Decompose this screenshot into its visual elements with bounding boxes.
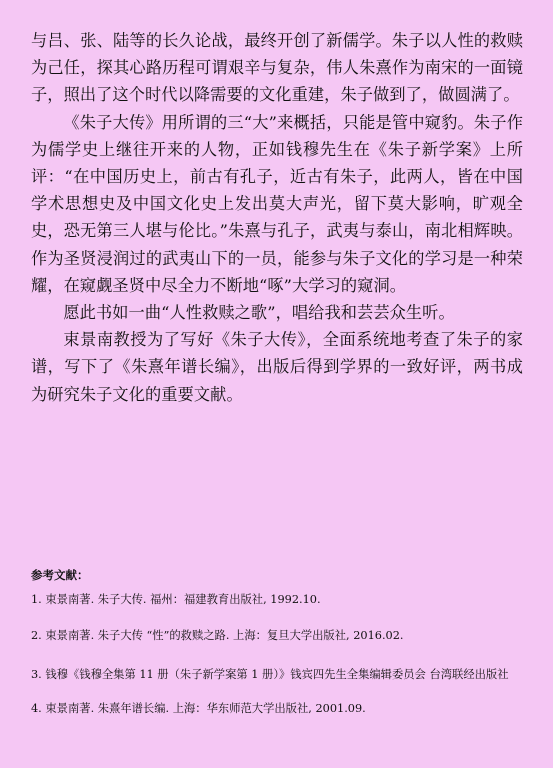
references-list	[31, 588, 523, 721]
reference-number: 2.	[31, 629, 42, 642]
article-body	[31, 27, 523, 408]
reference-text: 束景南著. 朱子大传. 福州：福建教育出版社, 1992.10.	[45, 593, 321, 606]
references-heading: 参考文献：	[31, 568, 89, 582]
reference-item	[31, 660, 523, 689]
reference-text: 束景南著. 朱子大传 “性”的救赎之路. 上海：复旦大学出版社, 2016.02.	[45, 629, 404, 642]
reference-item	[31, 624, 523, 648]
reference-number: 1.	[31, 593, 42, 606]
paragraph-4: 束景南教授为了写好《朱子大传》，全面系统地考查了朱子的家谱，写下了《朱熹年谱长编》，出版后得到学界的一致好评，两书成为研究朱子文化的重要文献。	[31, 330, 523, 404]
references-section	[31, 566, 523, 733]
paragraph-1: 与吕、张、陆等的长久论战，最终开创了新儒学。朱子以人性的救赎为己任，探其心路历程可谓艰辛与复杂，伟人朱熹作为南宋的一面镜子，照出了这个时代以降需要的文化重建，朱子做到了，做圆满了。	[31, 31, 523, 105]
reference-text: 钱穆《钱穆全集第 11 册（朱子新学案第 1 册）》钱宾四先生全集编辑委员会 台湾联经出版社	[45, 668, 509, 681]
reference-number: 3.	[31, 668, 42, 681]
reference-text: 束景南著. 朱熹年谱长编. 上海：华东师范大学出版社, 2001.09.	[45, 702, 366, 715]
reference-item	[31, 588, 523, 612]
paragraph-2: 《朱子大传》用所谓的三“大”来概括，只能是管中窥豹。朱子作为儒学史上继往开来的人物，正如钱穆先生在《朱子新学案》上所评：“在中国历史上，前古有孔子，近古有朱子，此两人，皆在中国学术思想史及中国文化史上发出莫大声光，留下莫大影响，旷观全史，恐无第三人堪与伦比。”朱熹与孔子，武夷与泰山，南北相辉映。作为圣贤浸润过的武夷山下的一员，能参与朱子文化的学习是一种荣耀，在窥觑圣贤中尽全力不断地“啄”大学习的窥洞。	[31, 112, 523, 295]
reference-number: 4.	[31, 702, 42, 715]
paragraph-3: 愿此书如一曲“人性救赎之歌”，唱给我和芸芸众生听。	[63, 303, 455, 323]
reference-item	[31, 697, 523, 721]
